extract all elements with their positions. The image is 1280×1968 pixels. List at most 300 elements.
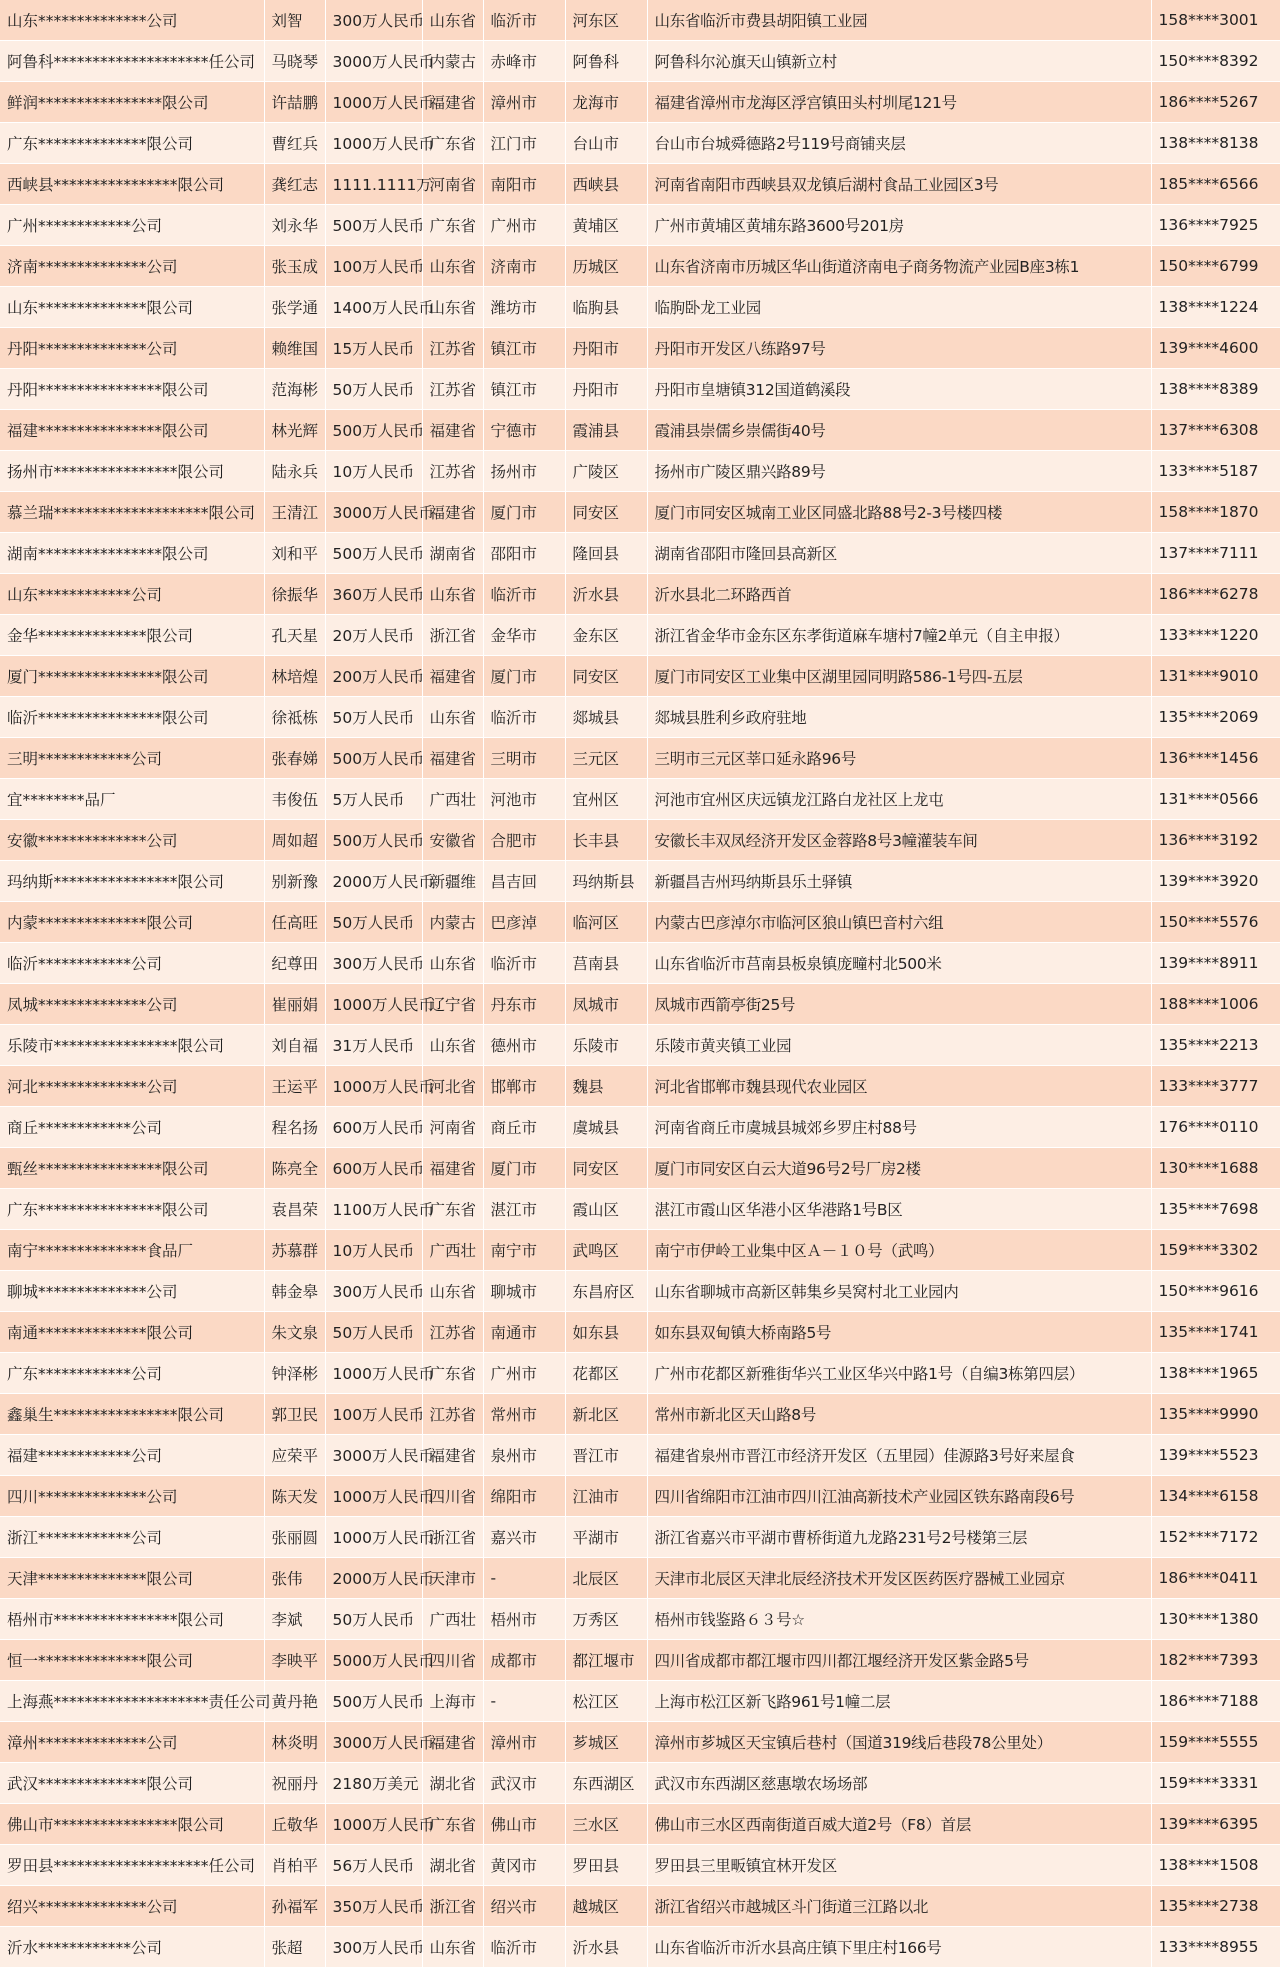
phone-cell: 131****0566 bbox=[1151, 779, 1280, 820]
district-cell: 如东县 bbox=[565, 1312, 647, 1353]
capital-cell: 500万人民币 bbox=[325, 820, 422, 861]
contact-cell: 钟泽彬 bbox=[264, 1353, 325, 1394]
district-cell: 阿鲁科 bbox=[565, 41, 647, 82]
address-cell: 福建省漳州市龙海区浮宫镇田头村圳尾121号 bbox=[647, 82, 1151, 123]
company-cell: 安徽**************公司 bbox=[0, 820, 264, 861]
phone-cell: 139****8911 bbox=[1151, 943, 1280, 984]
capital-cell: 3000万人民币 bbox=[325, 1722, 422, 1763]
district-cell: 新北区 bbox=[565, 1394, 647, 1435]
province-cell: 辽宁省 bbox=[422, 984, 483, 1025]
capital-cell: 1000万人民币 bbox=[325, 123, 422, 164]
company-cell: 绍兴**************公司 bbox=[0, 1886, 264, 1927]
contact-cell: 张学通 bbox=[264, 287, 325, 328]
address-cell: 河南省商丘市虞城县城郊乡罗庄村88号 bbox=[647, 1107, 1151, 1148]
phone-cell: 135****1741 bbox=[1151, 1312, 1280, 1353]
address-cell: 上海市松江区新飞路961号1幢二层 bbox=[647, 1681, 1151, 1722]
province-cell: 新疆维 bbox=[422, 861, 483, 902]
table-row bbox=[0, 410, 1280, 451]
capital-cell: 3000万人民币 bbox=[325, 41, 422, 82]
capital-cell: 350万人民币 bbox=[325, 1886, 422, 1927]
phone-cell: 135****9990 bbox=[1151, 1394, 1280, 1435]
province-cell: 广东省 bbox=[422, 205, 483, 246]
province-cell: 安徽省 bbox=[422, 820, 483, 861]
city-cell: 绵阳市 bbox=[483, 1476, 565, 1517]
city-cell: 昌吉回 bbox=[483, 861, 565, 902]
table-row bbox=[0, 1681, 1280, 1722]
province-cell: 江苏省 bbox=[422, 1394, 483, 1435]
table-row bbox=[0, 984, 1280, 1025]
table-row bbox=[0, 1148, 1280, 1189]
province-cell: 湖北省 bbox=[422, 1763, 483, 1804]
capital-cell: 5000万人民币 bbox=[325, 1640, 422, 1681]
table-row bbox=[0, 1312, 1280, 1353]
city-cell: 湛江市 bbox=[483, 1189, 565, 1230]
table-row bbox=[0, 492, 1280, 533]
contact-cell: 张玉成 bbox=[264, 246, 325, 287]
contact-cell: 范海彬 bbox=[264, 369, 325, 410]
table-row bbox=[0, 205, 1280, 246]
phone-cell: 186****7188 bbox=[1151, 1681, 1280, 1722]
company-cell: 福建****************限公司 bbox=[0, 410, 264, 451]
address-cell: 扬州市广陵区鼎兴路89号 bbox=[647, 451, 1151, 492]
address-cell: 三明市三元区莘口延永路96号 bbox=[647, 738, 1151, 779]
phone-cell: 137****7111 bbox=[1151, 533, 1280, 574]
company-cell: 浙江************公司 bbox=[0, 1517, 264, 1558]
company-cell: 南宁**************食品厂 bbox=[0, 1230, 264, 1271]
city-cell: - bbox=[483, 1558, 565, 1599]
district-cell: 魏县 bbox=[565, 1066, 647, 1107]
province-cell: 江苏省 bbox=[422, 451, 483, 492]
province-cell: 福建省 bbox=[422, 492, 483, 533]
table-row bbox=[0, 779, 1280, 820]
address-cell: 福建省泉州市晋江市经济开发区（五里园）佳源路3号好来屋食 bbox=[647, 1435, 1151, 1476]
phone-cell: 136****1456 bbox=[1151, 738, 1280, 779]
city-cell: 嘉兴市 bbox=[483, 1517, 565, 1558]
phone-cell: 135****2213 bbox=[1151, 1025, 1280, 1066]
contact-cell: 应荣平 bbox=[264, 1435, 325, 1476]
table-row bbox=[0, 1066, 1280, 1107]
contact-cell: 徐振华 bbox=[264, 574, 325, 615]
table-row bbox=[0, 1107, 1280, 1148]
capital-cell: 300万人民币 bbox=[325, 1927, 422, 1968]
city-cell: 广州市 bbox=[483, 1353, 565, 1394]
district-cell: 三水区 bbox=[565, 1804, 647, 1845]
city-cell: 佛山市 bbox=[483, 1804, 565, 1845]
city-cell: 临沂市 bbox=[483, 697, 565, 738]
address-cell: 丹阳市皇塘镇312国道鹤溪段 bbox=[647, 369, 1151, 410]
phone-cell: 186****5267 bbox=[1151, 82, 1280, 123]
province-cell: 福建省 bbox=[422, 656, 483, 697]
contact-cell: 刘永华 bbox=[264, 205, 325, 246]
table-row bbox=[0, 1230, 1280, 1271]
capital-cell: 200万人民币 bbox=[325, 656, 422, 697]
province-cell: 广东省 bbox=[422, 123, 483, 164]
phone-cell: 131****9010 bbox=[1151, 656, 1280, 697]
address-cell: 四川省成都市都江堰市四川都江堰经济开发区紫金路5号 bbox=[647, 1640, 1151, 1681]
table-row bbox=[0, 1271, 1280, 1312]
contact-cell: 王运平 bbox=[264, 1066, 325, 1107]
province-cell: 浙江省 bbox=[422, 1886, 483, 1927]
district-cell: 临朐县 bbox=[565, 287, 647, 328]
district-cell: 罗田县 bbox=[565, 1845, 647, 1886]
capital-cell: 15万人民币 bbox=[325, 328, 422, 369]
company-cell: 玛纳斯****************限公司 bbox=[0, 861, 264, 902]
capital-cell: 50万人民币 bbox=[325, 1599, 422, 1640]
capital-cell: 1000万人民币 bbox=[325, 1066, 422, 1107]
city-cell: 成都市 bbox=[483, 1640, 565, 1681]
table-row bbox=[0, 82, 1280, 123]
city-cell: 聊城市 bbox=[483, 1271, 565, 1312]
district-cell: 虞城县 bbox=[565, 1107, 647, 1148]
table-row bbox=[0, 1394, 1280, 1435]
address-cell: 武汉市东西湖区慈惠墩农场场部 bbox=[647, 1763, 1151, 1804]
capital-cell: 1100万人民币 bbox=[325, 1189, 422, 1230]
contact-cell: 程名扬 bbox=[264, 1107, 325, 1148]
table-row bbox=[0, 902, 1280, 943]
phone-cell: 158****1870 bbox=[1151, 492, 1280, 533]
district-cell: 江油市 bbox=[565, 1476, 647, 1517]
province-cell: 内蒙古 bbox=[422, 902, 483, 943]
city-cell: 梧州市 bbox=[483, 1599, 565, 1640]
capital-cell: 3000万人民币 bbox=[325, 492, 422, 533]
table-row bbox=[0, 1886, 1280, 1927]
contact-cell: 张超 bbox=[264, 1927, 325, 1968]
province-cell: 广西壮 bbox=[422, 1230, 483, 1271]
address-cell: 广州市花都区新雅街华兴工业区华兴中路1号（自编3栋第四层） bbox=[647, 1353, 1151, 1394]
table-row bbox=[0, 1763, 1280, 1804]
company-cell: 西峡县****************限公司 bbox=[0, 164, 264, 205]
phone-cell: 186****0411 bbox=[1151, 1558, 1280, 1599]
contact-cell: 陈亮全 bbox=[264, 1148, 325, 1189]
district-cell: 郯城县 bbox=[565, 697, 647, 738]
district-cell: 沂水县 bbox=[565, 574, 647, 615]
address-cell: 南宁市伊岭工业集中区Ａ－１０号（武鸣） bbox=[647, 1230, 1151, 1271]
company-cell: 丹阳**************公司 bbox=[0, 328, 264, 369]
table-row bbox=[0, 1025, 1280, 1066]
district-cell: 丹阳市 bbox=[565, 369, 647, 410]
contact-cell: 祝丽丹 bbox=[264, 1763, 325, 1804]
address-cell: 山东省聊城市高新区韩集乡吴窝村北工业园内 bbox=[647, 1271, 1151, 1312]
district-cell: 霞山区 bbox=[565, 1189, 647, 1230]
capital-cell: 500万人民币 bbox=[325, 738, 422, 779]
company-cell: 沂水************公司 bbox=[0, 1927, 264, 1968]
address-cell: 天津市北辰区天津北辰经济技术开发区医药医疗器械工业园京 bbox=[647, 1558, 1151, 1599]
district-cell: 隆回县 bbox=[565, 533, 647, 574]
address-cell: 郯城县胜利乡政府驻地 bbox=[647, 697, 1151, 738]
contact-cell: 丘敬华 bbox=[264, 1804, 325, 1845]
city-cell: 厦门市 bbox=[483, 492, 565, 533]
phone-cell: 159****5555 bbox=[1151, 1722, 1280, 1763]
contact-cell: 李映平 bbox=[264, 1640, 325, 1681]
address-cell: 河池市宜州区庆远镇龙江路白龙社区上龙屯 bbox=[647, 779, 1151, 820]
capital-cell: 1111.1111万 bbox=[325, 164, 422, 205]
table-row bbox=[0, 1189, 1280, 1230]
table-row bbox=[0, 123, 1280, 164]
city-cell: 济南市 bbox=[483, 246, 565, 287]
province-cell: 广东省 bbox=[422, 1353, 483, 1394]
company-cell: 罗田县********************任公司 bbox=[0, 1845, 264, 1886]
capital-cell: 5万人民币 bbox=[325, 779, 422, 820]
contact-cell: 徐祗栋 bbox=[264, 697, 325, 738]
address-cell: 罗田县三里畈镇宜林开发区 bbox=[647, 1845, 1151, 1886]
district-cell: 河东区 bbox=[565, 0, 647, 41]
address-cell: 常州市新北区天山路8号 bbox=[647, 1394, 1151, 1435]
city-cell: 临沂市 bbox=[483, 943, 565, 984]
district-cell: 黄埔区 bbox=[565, 205, 647, 246]
phone-cell: 152****7172 bbox=[1151, 1517, 1280, 1558]
contact-cell: 张春娣 bbox=[264, 738, 325, 779]
address-cell: 厦门市同安区城南工业区同盛北路88号2-3号楼四楼 bbox=[647, 492, 1151, 533]
city-cell: 宁德市 bbox=[483, 410, 565, 451]
table-row bbox=[0, 1640, 1280, 1681]
phone-cell: 136****7925 bbox=[1151, 205, 1280, 246]
contact-cell: 周如超 bbox=[264, 820, 325, 861]
phone-cell: 150****6799 bbox=[1151, 246, 1280, 287]
province-cell: 浙江省 bbox=[422, 615, 483, 656]
company-cell: 慕兰瑞********************限公司 bbox=[0, 492, 264, 533]
province-cell: 四川省 bbox=[422, 1476, 483, 1517]
contact-cell: 陈天发 bbox=[264, 1476, 325, 1517]
district-cell: 丹阳市 bbox=[565, 328, 647, 369]
capital-cell: 50万人民币 bbox=[325, 697, 422, 738]
province-cell: 河北省 bbox=[422, 1066, 483, 1107]
city-cell: 南阳市 bbox=[483, 164, 565, 205]
address-cell: 浙江省金华市金东区东孝街道麻车塘村7幢2单元（自主申报） bbox=[647, 615, 1151, 656]
table-row bbox=[0, 41, 1280, 82]
table-row bbox=[0, 615, 1280, 656]
capital-cell: 2000万人民币 bbox=[325, 1558, 422, 1599]
province-cell: 山东省 bbox=[422, 1025, 483, 1066]
address-cell: 四川省绵阳市江油市四川江油高新技术产业园区铁东路南段6号 bbox=[647, 1476, 1151, 1517]
table-row bbox=[0, 697, 1280, 738]
capital-cell: 10万人民币 bbox=[325, 451, 422, 492]
address-cell: 山东省临沂市沂水县高庄镇下里庄村166号 bbox=[647, 1927, 1151, 1968]
contact-cell: 黄丹艳 bbox=[264, 1681, 325, 1722]
province-cell: 浙江省 bbox=[422, 1517, 483, 1558]
phone-cell: 159****3331 bbox=[1151, 1763, 1280, 1804]
city-cell: 赤峰市 bbox=[483, 41, 565, 82]
company-cell: 鑫巢生****************限公司 bbox=[0, 1394, 264, 1435]
contact-cell: 林培煌 bbox=[264, 656, 325, 697]
capital-cell: 1000万人民币 bbox=[325, 82, 422, 123]
address-cell: 沂水县北二环路西首 bbox=[647, 574, 1151, 615]
capital-cell: 3000万人民币 bbox=[325, 1435, 422, 1476]
contact-cell: 刘智 bbox=[264, 0, 325, 41]
table-row bbox=[0, 1476, 1280, 1517]
table-row bbox=[0, 1845, 1280, 1886]
company-cell: 南通**************限公司 bbox=[0, 1312, 264, 1353]
capital-cell: 50万人民币 bbox=[325, 1312, 422, 1353]
company-cell: 济南**************公司 bbox=[0, 246, 264, 287]
capital-cell: 300万人民币 bbox=[325, 1271, 422, 1312]
company-cell: 漳州**************公司 bbox=[0, 1722, 264, 1763]
district-cell: 广陵区 bbox=[565, 451, 647, 492]
capital-cell: 600万人民币 bbox=[325, 1148, 422, 1189]
contact-cell: 李斌 bbox=[264, 1599, 325, 1640]
province-cell: 天津市 bbox=[422, 1558, 483, 1599]
company-cell: 临沂************公司 bbox=[0, 943, 264, 984]
province-cell: 山东省 bbox=[422, 697, 483, 738]
company-cell: 甄丝****************限公司 bbox=[0, 1148, 264, 1189]
contact-cell: 马晓琴 bbox=[264, 41, 325, 82]
district-cell: 莒南县 bbox=[565, 943, 647, 984]
district-cell: 花都区 bbox=[565, 1353, 647, 1394]
district-cell: 晋江市 bbox=[565, 1435, 647, 1476]
capital-cell: 31万人民币 bbox=[325, 1025, 422, 1066]
district-cell: 乐陵市 bbox=[565, 1025, 647, 1066]
phone-cell: 185****6566 bbox=[1151, 164, 1280, 205]
phone-cell: 138****1224 bbox=[1151, 287, 1280, 328]
address-cell: 凤城市西箭亭街25号 bbox=[647, 984, 1151, 1025]
capital-cell: 1000万人民币 bbox=[325, 1353, 422, 1394]
table-row bbox=[0, 369, 1280, 410]
table-row bbox=[0, 287, 1280, 328]
capital-cell: 1400万人民币 bbox=[325, 287, 422, 328]
contact-cell: 王清江 bbox=[264, 492, 325, 533]
province-cell: 山东省 bbox=[422, 1271, 483, 1312]
company-cell: 佛山市****************限公司 bbox=[0, 1804, 264, 1845]
capital-cell: 2000万人民币 bbox=[325, 861, 422, 902]
province-cell: 湖北省 bbox=[422, 1845, 483, 1886]
province-cell: 山东省 bbox=[422, 1927, 483, 1968]
contact-cell: 陆永兵 bbox=[264, 451, 325, 492]
table-row bbox=[0, 1517, 1280, 1558]
province-cell: 上海市 bbox=[422, 1681, 483, 1722]
table-row bbox=[0, 451, 1280, 492]
district-cell: 万秀区 bbox=[565, 1599, 647, 1640]
province-cell: 内蒙古 bbox=[422, 41, 483, 82]
contact-cell: 韦俊伍 bbox=[264, 779, 325, 820]
district-cell: 松江区 bbox=[565, 1681, 647, 1722]
province-cell: 江苏省 bbox=[422, 328, 483, 369]
city-cell: 绍兴市 bbox=[483, 1886, 565, 1927]
table-row bbox=[0, 1722, 1280, 1763]
district-cell: 龙海市 bbox=[565, 82, 647, 123]
company-cell: 丹阳****************限公司 bbox=[0, 369, 264, 410]
capital-cell: 50万人民币 bbox=[325, 369, 422, 410]
phone-cell: 150****8392 bbox=[1151, 41, 1280, 82]
district-cell: 长丰县 bbox=[565, 820, 647, 861]
city-cell: 厦门市 bbox=[483, 1148, 565, 1189]
company-cell: 湖南****************限公司 bbox=[0, 533, 264, 574]
company-cell: 广东****************限公司 bbox=[0, 1189, 264, 1230]
city-cell: 三明市 bbox=[483, 738, 565, 779]
company-cell: 山东**************限公司 bbox=[0, 287, 264, 328]
district-cell: 霞浦县 bbox=[565, 410, 647, 451]
table-row bbox=[0, 1599, 1280, 1640]
contact-cell: 崔丽娟 bbox=[264, 984, 325, 1025]
contact-cell: 赖维国 bbox=[264, 328, 325, 369]
address-cell: 漳州市芗城区天宝镇后巷村（国道319线后巷段78公里处） bbox=[647, 1722, 1151, 1763]
contact-cell: 龚红志 bbox=[264, 164, 325, 205]
contact-cell: 曹红兵 bbox=[264, 123, 325, 164]
city-cell: 江门市 bbox=[483, 123, 565, 164]
phone-cell: 133****8955 bbox=[1151, 1927, 1280, 1968]
district-cell: 平湖市 bbox=[565, 1517, 647, 1558]
province-cell: 江苏省 bbox=[422, 369, 483, 410]
district-cell: 东昌府区 bbox=[565, 1271, 647, 1312]
phone-cell: 150****9616 bbox=[1151, 1271, 1280, 1312]
company-cell: 四川**************公司 bbox=[0, 1476, 264, 1517]
company-cell: 三明************公司 bbox=[0, 738, 264, 779]
city-cell: 邯郸市 bbox=[483, 1066, 565, 1107]
contact-cell: 张伟 bbox=[264, 1558, 325, 1599]
contact-cell: 纪尊田 bbox=[264, 943, 325, 984]
capital-cell: 360万人民币 bbox=[325, 574, 422, 615]
phone-cell: 133****3777 bbox=[1151, 1066, 1280, 1107]
phone-cell: 182****7393 bbox=[1151, 1640, 1280, 1681]
phone-cell: 186****6278 bbox=[1151, 574, 1280, 615]
district-cell: 东西湖区 bbox=[565, 1763, 647, 1804]
capital-cell: 100万人民币 bbox=[325, 1394, 422, 1435]
contact-cell: 韩金皋 bbox=[264, 1271, 325, 1312]
city-cell: 金华市 bbox=[483, 615, 565, 656]
district-cell: 同安区 bbox=[565, 492, 647, 533]
province-cell: 广西壮 bbox=[422, 1599, 483, 1640]
capital-cell: 20万人民币 bbox=[325, 615, 422, 656]
district-cell: 西峡县 bbox=[565, 164, 647, 205]
city-cell: 临沂市 bbox=[483, 574, 565, 615]
phone-cell: 139****3920 bbox=[1151, 861, 1280, 902]
province-cell: 山东省 bbox=[422, 287, 483, 328]
address-cell: 霞浦县崇儒乡崇儒街40号 bbox=[647, 410, 1151, 451]
phone-cell: 138****8138 bbox=[1151, 123, 1280, 164]
city-cell: 常州市 bbox=[483, 1394, 565, 1435]
address-cell: 新疆昌吉州玛纳斯县乐土驿镇 bbox=[647, 861, 1151, 902]
province-cell: 福建省 bbox=[422, 738, 483, 779]
province-cell: 山东省 bbox=[422, 574, 483, 615]
phone-cell: 135****7698 bbox=[1151, 1189, 1280, 1230]
capital-cell: 1000万人民币 bbox=[325, 984, 422, 1025]
phone-cell: 134****6158 bbox=[1151, 1476, 1280, 1517]
address-cell: 厦门市同安区工业集中区湖里园同明路586-1号四-五层 bbox=[647, 656, 1151, 697]
capital-cell: 1000万人民币 bbox=[325, 1804, 422, 1845]
city-cell: 漳州市 bbox=[483, 82, 565, 123]
company-cell: 山东**************公司 bbox=[0, 0, 264, 41]
table-row bbox=[0, 656, 1280, 697]
table-row bbox=[0, 1804, 1280, 1845]
capital-cell: 10万人民币 bbox=[325, 1230, 422, 1271]
address-cell: 如东县双甸镇大桥南路5号 bbox=[647, 1312, 1151, 1353]
address-cell: 阿鲁科尔沁旗天山镇新立村 bbox=[647, 41, 1151, 82]
phone-cell: 136****3192 bbox=[1151, 820, 1280, 861]
table-row bbox=[0, 574, 1280, 615]
city-cell: 武汉市 bbox=[483, 1763, 565, 1804]
district-cell: 同安区 bbox=[565, 656, 647, 697]
address-cell: 山东省临沂市费县胡阳镇工业园 bbox=[647, 0, 1151, 41]
table-row bbox=[0, 820, 1280, 861]
district-cell: 越城区 bbox=[565, 1886, 647, 1927]
city-cell: 临沂市 bbox=[483, 1927, 565, 1968]
province-cell: 河南省 bbox=[422, 164, 483, 205]
district-cell: 同安区 bbox=[565, 1148, 647, 1189]
address-cell: 山东省济南市历城区华山街道济南电子商务物流产业园B座3栋1 bbox=[647, 246, 1151, 287]
district-cell: 宜州区 bbox=[565, 779, 647, 820]
city-cell: 南通市 bbox=[483, 1312, 565, 1353]
district-cell: 玛纳斯县 bbox=[565, 861, 647, 902]
table-row bbox=[0, 533, 1280, 574]
city-cell: 漳州市 bbox=[483, 1722, 565, 1763]
city-cell: 广州市 bbox=[483, 205, 565, 246]
table-row bbox=[0, 328, 1280, 369]
company-cell: 商丘************公司 bbox=[0, 1107, 264, 1148]
province-cell: 山东省 bbox=[422, 246, 483, 287]
phone-cell: 176****0110 bbox=[1151, 1107, 1280, 1148]
district-cell: 三元区 bbox=[565, 738, 647, 779]
district-cell: 凤城市 bbox=[565, 984, 647, 1025]
address-cell: 湖南省邵阳市隆回县高新区 bbox=[647, 533, 1151, 574]
address-cell: 浙江省嘉兴市平湖市曹桥街道九龙路231号2号楼第三层 bbox=[647, 1517, 1151, 1558]
